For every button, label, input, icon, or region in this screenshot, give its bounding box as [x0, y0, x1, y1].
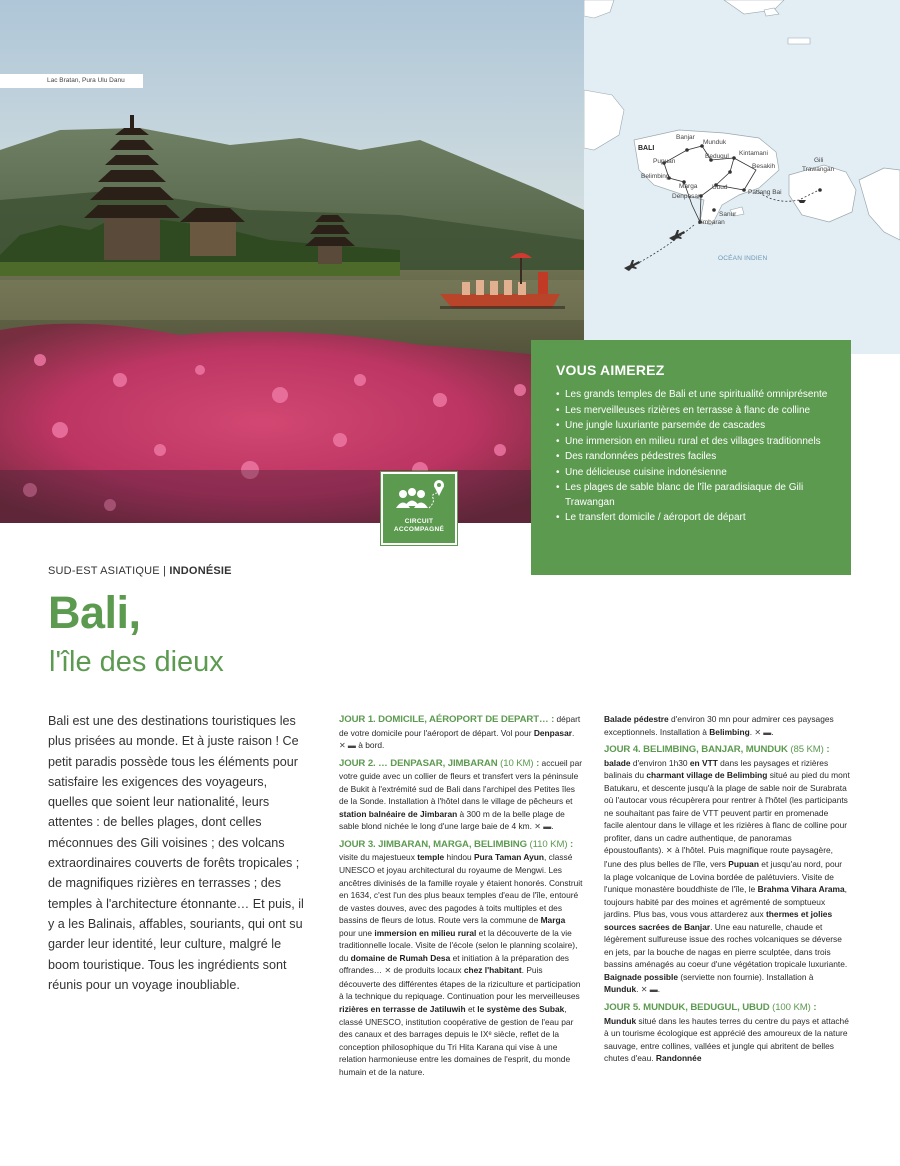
- highlight-item: • Une immersion en milieu rural et des villages traditionnels: [556, 435, 833, 450]
- day-text: et: [465, 1004, 478, 1015]
- day-bold: balade: [604, 757, 631, 768]
- day-1-heading: JOUR 1. DOMICILE, AÉROPORT DE DEPART… :: [339, 714, 555, 725]
- map-label-belimbing: Belimbing: [641, 173, 670, 180]
- day-colon: :: [533, 757, 540, 769]
- day-bold: Balade pédestre: [604, 714, 669, 724]
- day-bold: immersion en milieu rural: [374, 927, 477, 938]
- map-label-banjar: Banjar: [676, 134, 695, 141]
- day-text: dans les paysages et rizières balinais du: [604, 757, 829, 781]
- day-bold: Pura Taman Ayun: [474, 852, 544, 863]
- day-bold: domaine de Rumah Desa: [350, 952, 451, 963]
- highlights-list: [556, 388, 833, 526]
- map-label-sanur: Sanur: [719, 211, 737, 218]
- map-label-trawangan: Trawangan: [802, 166, 835, 173]
- day-text: .: [749, 726, 755, 737]
- day-text: (serviette non fournie). Installation à: [678, 971, 814, 982]
- day-text: visite du majestueux: [339, 852, 418, 863]
- day-bold: Randonnée: [655, 1053, 702, 1064]
- day-text: à bord.: [355, 740, 385, 751]
- day-colon: :: [567, 838, 574, 850]
- day-text: pour une: [339, 927, 375, 938]
- meal-icon: ✕: [665, 846, 673, 856]
- day-2-heading: [339, 758, 539, 769]
- day-text: d'environ 30 mn pour admirer ces paysages exceptionnels. Installation à: [604, 714, 834, 737]
- day-text: hindou: [444, 852, 475, 863]
- highlight-item: • Une jungle luxuriante parsemée de cascades: [556, 419, 833, 434]
- itinerary-day-1: [339, 713, 583, 753]
- day-text: et initiation à la préparation des offrandes…: [339, 952, 569, 976]
- day-bold: Baignade possible: [604, 971, 678, 982]
- map-label-ocean: OCÉAN INDIEN: [718, 255, 768, 262]
- day-title: JOUR 2. … DENPASAR, JIMBARAN: [339, 757, 498, 769]
- meal-icon: ✕: [384, 966, 392, 976]
- meal-bed-icon: ✕ ▬: [754, 727, 772, 737]
- day-bold: Munduk: [604, 1015, 637, 1026]
- day-text: .: [636, 984, 641, 995]
- day-bold: thermes et jolies sources sacrées de Banjar: [604, 909, 833, 932]
- itinerary-day-2: [339, 757, 583, 834]
- day-bold: Denpasar: [533, 727, 572, 738]
- itinerary-column-1: [339, 713, 583, 1082]
- highlight-item: • Une délicieuse cuisine indonésienne: [556, 466, 833, 481]
- map-label-bedugul: Bedugul: [705, 153, 729, 160]
- meal-bed-icon: ✕ ▬: [534, 822, 552, 832]
- breadcrumb-separator: |: [163, 565, 167, 577]
- day-colon: :: [810, 1002, 817, 1014]
- day-text: .: [551, 821, 554, 832]
- highlight-item: • Des randonnées pédestres faciles: [556, 450, 833, 465]
- day-bold: temple: [417, 852, 445, 863]
- day-bold: chez l'habitant: [463, 965, 522, 976]
- day-text: , classé UNESCO et joyau architectural du royaume de Mengwi. Les ancêtres divinisés de la famille royale y étaient honorés. Construit en 1634, c'est l'un des plus beaux temples d'eau de l'île, entouré de vastes douves, avec des pagodes à toits multiples et des bassins de fleurs de lotus. Route vers la commune de: [339, 852, 583, 926]
- meal-bed-icon: ✕ ▬: [640, 985, 658, 995]
- day-title: JOUR 4. BELIMBING, BANJAR, MUNDUK: [604, 744, 788, 756]
- day-text: situé dans les hautes terres du centre du pays et attaché à un tourisme écologique est apprécié des amoureux de la nature sauvage, entre collines, vallées et jungle qui abritent de belles chutes d'eau.: [604, 1015, 849, 1064]
- map-label-jimbaran: Jimbaran: [698, 219, 725, 226]
- day-title: JOUR 5. MUNDUK, BEDUGUL, UBUD: [604, 1002, 770, 1014]
- day-5-heading: [604, 1002, 816, 1013]
- day-text: . Une eau naturelle, chaude et légèrement sulfureuse issue des roches volcaniques se déverse en jets, par la bouche de nagas en pierre sculptée, dans trois bassins aménagés au coeur d'une végétation tropicale luxuriante.: [604, 921, 848, 970]
- day-bold: station balnéaire de Jimbaran: [339, 808, 458, 819]
- day-bold: Pupuan: [728, 859, 759, 870]
- breadcrumb-region: SUD-EST ASIATIQUE: [48, 565, 160, 577]
- day-text: à l'hôtel. Puis magnifique route paysagère, l'une des plus belles de l'île, vers: [604, 845, 833, 870]
- highlights-title: VOUS AIMEREZ: [556, 362, 665, 378]
- map-label-gili: Gili: [814, 157, 824, 164]
- highlight-item: • Les grands temples de Bali et une spiritualité omniprésente: [556, 388, 833, 403]
- day-text: et la découverte de la vie traditionnelle locale. Visite de l'école (selon le planning scolaire), du: [339, 927, 578, 963]
- map-label-pupuan: Pupuan: [653, 158, 676, 165]
- day-distance: (100 KM): [769, 1002, 811, 1014]
- map-label-bali: BALI: [638, 145, 655, 152]
- day-text: , toujours habité par des moines et agrémenté de somptueux jardins. Plus bas, vous vous attarderez aux: [604, 884, 847, 920]
- map-label-denpasar: Denpasar: [672, 193, 701, 200]
- day-distance: (110 KM): [526, 838, 568, 850]
- itinerary-day-3-continued: [604, 713, 850, 739]
- map-label-besakih: Besakih: [752, 163, 776, 170]
- day-bold: le système des Subak: [477, 1004, 565, 1015]
- day-text: .: [771, 726, 774, 737]
- day-bold: Marga: [540, 915, 566, 926]
- day-text: .: [657, 984, 661, 995]
- day-distance: (10 KM): [497, 757, 534, 769]
- itinerary-day-5: [604, 1001, 850, 1065]
- day-text: de produits locaux: [391, 965, 464, 976]
- day-text: , classé UNESCO, institution coopérative de gestion de l'eau par des canaux et des barrages depuis le IXᵉ siècle, reflet de la conception philosophique du Tri Hita Karana qui vise à une relation harmonieuse entre les domaines de l'esprit, du monde humain et de la nature.: [339, 1004, 574, 1077]
- map-label-padang-bai: Padang Bai: [748, 189, 782, 196]
- day-text: à 300 m de la belle plage de sable blond nichée le long d'une large baie de 4 km.: [339, 808, 565, 832]
- day-bold: Brahma Vihara Arama: [757, 884, 845, 895]
- day-3-heading: [339, 839, 573, 850]
- breadcrumb-country: INDONÉSIE: [169, 565, 232, 577]
- meal-bed-icon: ✕ ▬: [339, 741, 356, 751]
- day-text: départ de votre domicile pour l'aéroport de départ. Vol pour: [339, 714, 581, 738]
- day-4-heading: [604, 744, 829, 755]
- badge-line-2: ACCOMPAGNÉ: [393, 526, 445, 533]
- day-text: accueil par votre guide avec un collier de fleurs et transfert vers la péninsule de Bukit à l'extrémité sud de Bali dans l'archipel des Petites îles de la Sonde. Installation à l'hôtel dans le village de pêcheurs et: [339, 757, 583, 807]
- itinerary-day-3: [339, 838, 583, 1078]
- highlight-item: • Les merveilleuses rizières en terrasse à flanc de colline: [556, 404, 833, 419]
- day-bold: rizières en terrasse de Jatiluwih: [339, 1004, 466, 1015]
- day-bold: en VTT: [689, 757, 718, 768]
- highlights-box: [531, 340, 851, 575]
- page-subtitle: l'île des dieux: [49, 646, 224, 678]
- itinerary-column-2: [604, 713, 850, 1069]
- intro-paragraph: Bali est une des destinations touristiques les plus prisées au monde. Et à juste raison ! Ce petit paradis possède tous les éléments pour satisfaire les exigences des voyageurs, quelles que soient leur nationalité, leurs attentes : de belles plages, dont celles méconnues des Gili voisines ; des volcans extraordinaires couverts de forêts tropicales ; de magnifiques rizières en terrasses ; des temples à l'architecture étonnante… Et puis, il y a les Balinais, affables, souriants, qui ont su garder leur identité, leur culture, malgré le boom touristique. Tous les ingrédients sont réunis pour un voyage inoubliable.: [48, 714, 304, 992]
- day-text: .: [571, 727, 575, 738]
- highlight-item: • Le transfert domicile / aéroport de départ: [556, 511, 833, 526]
- guided-tour-badge: [381, 472, 457, 545]
- day-distance: (85 KM): [787, 744, 824, 756]
- day-title: JOUR 3. JIMBARAN, MARGA, BELIMBING: [339, 838, 527, 850]
- highlight-item: • Les plages de sable blanc de l'île paradisiaque de Gili Trawangan: [556, 481, 833, 510]
- day-text: . Puis découverte des différentes étapes de la riziculture et participation à la technique du repiquage. Continuation pour les merveilleuses: [339, 965, 581, 1002]
- badge-line-1: CIRCUIT: [404, 518, 434, 525]
- breadcrumb: [48, 565, 232, 577]
- day-text: et jusqu'au nord, pour la plage volcanique de Lovina bordée de palétuviers. Visite de l'unique monastère bouddhiste de l'île, le: [604, 859, 843, 895]
- photo-caption: Lac Bratan, Pura Ulu Danu: [0, 74, 143, 88]
- day-text: situé au pied du mont Batukaru, et descente jusqu'à la plage de sable noir de Surabrata où l'autocar vous récupèrera pour rentrer à l'hôtel (les participants ne souhaitant pas faire de VTT peuvent partir en promenade facile alentour dans le village et les rizières à flanc de colline pour profiter, dans un cadre authentique, de panoramas époustouflants).: [604, 770, 850, 856]
- page-title: Bali,: [48, 587, 141, 638]
- hero-photo: [0, 0, 584, 523]
- day-bold: charmant village de Belimbing: [646, 770, 768, 781]
- map-label-marga: Marga: [679, 183, 698, 190]
- day-text: d'environ 1h30: [630, 757, 690, 768]
- itinerary-day-4: [604, 743, 850, 997]
- day-colon: :: [823, 744, 830, 756]
- map-label-munduk: Munduk: [703, 139, 727, 146]
- map-label-kintamani: Kintamani: [739, 150, 768, 157]
- itinerary-map: [584, 0, 900, 354]
- map-label-ubud: Ubud: [712, 184, 728, 191]
- day-bold: Munduk: [604, 984, 637, 995]
- day-bold: Belimbing: [709, 726, 750, 737]
- group-people-icon: [383, 476, 455, 518]
